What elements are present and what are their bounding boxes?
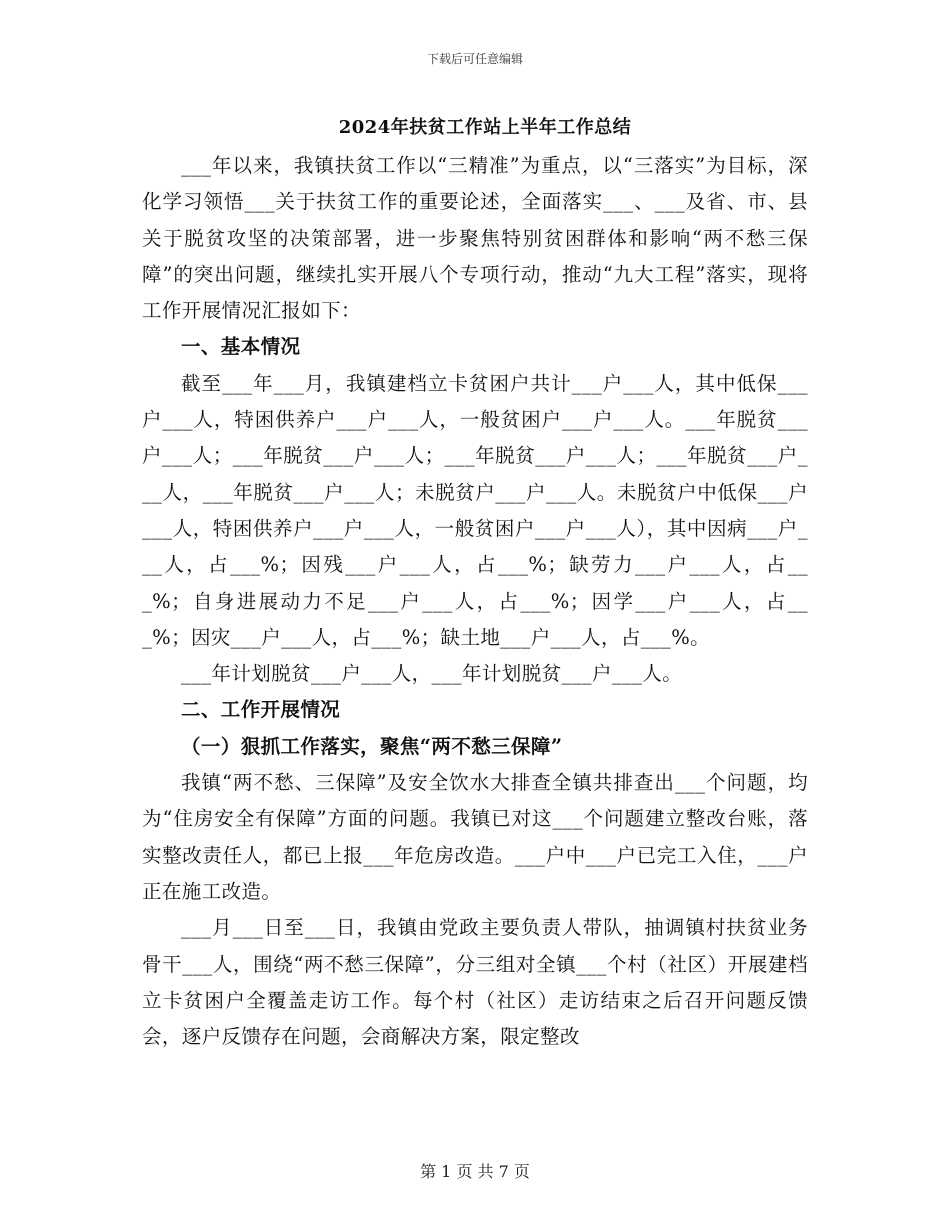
section-heading-basic: 一、基本情况 bbox=[181, 335, 301, 359]
work-paragraph-2: ___月___日至___日，我镇由党政主要负责人带队，抽调镇村扶贫业务骨干___人，围绕“两不愁三保障”，分三组对全镇___个村（社区）开展建档立卡贫困户全覆盖走访工作。每个村（社区）走访结束之后召开问题反馈会，逐户反馈存在问题，会商解决方案，限定整改 bbox=[142, 916, 808, 1049]
section-heading-work: 二、工作开展情况 bbox=[181, 698, 341, 722]
subsection-heading-1: （一）狠抓工作落实，聚焦“两不愁三保障” bbox=[181, 734, 563, 758]
intro-paragraph: ___年以来，我镇扶贫工作以“三精准”为重点，以“三落实”为目标，深化学习领悟___关于扶贫工作的重要论述，全面落实___、___及省、市、县关于脱贫攻坚的决策部署，进一步聚焦特别贫困群体和影响“两不愁三保障”的突出问题，继续扎实开展八个专项行动，推动“九大工程”落实，现将工作开展情况汇报如下： bbox=[142, 154, 808, 323]
basic-paragraph-2: ___年计划脱贫___户___人，___年计划脱贫___户___人。 bbox=[181, 662, 683, 686]
work-paragraph-1: 我镇“两不愁、三保障”及安全饮水大排查全镇共排查出___个问题，均为“住房安全有保障”方面的问题。我镇已对这___个问题建立整改台账，落实整改责任人，都已上报___年危房改造。___户中___户已完工入住，___户正在施工改造。 bbox=[142, 771, 808, 903]
page-header-note: 下载后可任意编辑 bbox=[426, 52, 523, 66]
basic-paragraph-1: 截至___年___月，我镇建档立卡贫困户共计___户___人，其中低保___户___人，特困供养户___户___人，一般贫困户___户___人。___年脱贫___户___人；___年脱贫___户___人；___年脱贫___户___人；___年脱贫___户___人，___年脱贫___户___人；未脱贫户___户___人。未脱贫户中低保___户___人，特困供养户___户___人，一般贫困户___户___人），其中因病___户___人，占___%；因残___户___人，占___%；缺劳力___户___人，占___%；自身进展动力不足___户___人，占___%；因学___户___人，占___%；因灾___户___人，占___%；缺土地___户___人，占___%。 bbox=[142, 371, 808, 649]
page-number-footer: 第 1 页 共 7 页 bbox=[420, 1162, 530, 1181]
document-title: 2024年扶贫工作站上半年工作总结 bbox=[338, 117, 632, 138]
document-body bbox=[142, 108, 808, 1055]
